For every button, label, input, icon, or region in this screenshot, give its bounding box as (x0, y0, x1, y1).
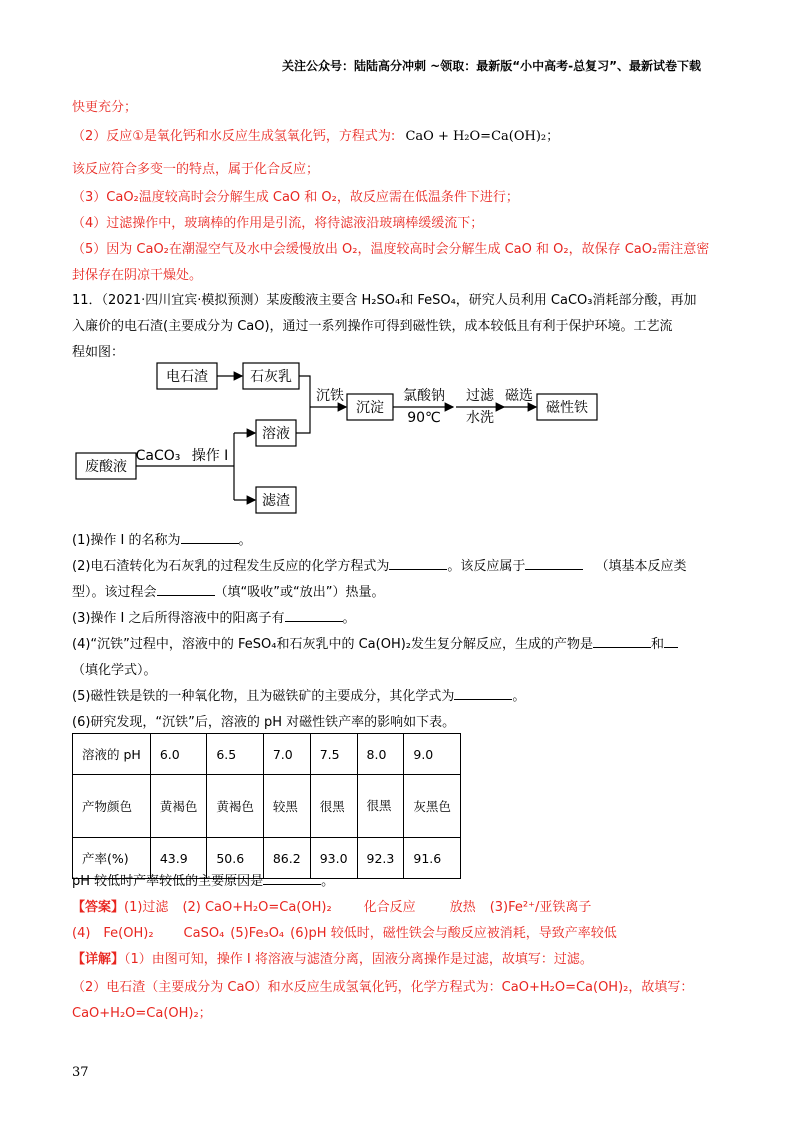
label-chendian: 沉淀 (356, 400, 384, 416)
label-chentie: 沉铁 (316, 388, 344, 404)
table-cell: 产物颜色 (73, 775, 151, 838)
subquestion-text: (3)操作 I 之后所得溶液中的阳离子有 (72, 611, 285, 626)
answer-blank[interactable] (263, 871, 321, 885)
answer-text: (3)Fe²⁺/亚铁离子 (489, 900, 592, 915)
answer-text: CaSO₄ (183, 926, 225, 941)
table-cell: 产率(%) (73, 838, 151, 879)
ph-yield-table (72, 733, 461, 879)
subquestion-text: 型）。该过程会 (72, 585, 157, 600)
label-rongye: 溶液 (262, 426, 290, 442)
label-guolv: 过滤 (466, 388, 494, 404)
subquestion-text: (1)操作 I 的名称为 (72, 533, 181, 548)
question-stem: 11．（2021·四川宜宾·模拟预测）某废酸液主要含 H₂SO₄和 FeSO₄，研究人员利用 CaCO₃消耗部分酸，再加 (72, 293, 697, 308)
answer-blank[interactable] (593, 634, 651, 648)
subquestion-text: (4)“沉铁”过程中，溶液中的 FeSO₄和石灰乳中的 Ca(OH)₂发生复分解反应，生成的产物是 (72, 637, 594, 652)
table-cell: 黄褐色 (207, 775, 264, 838)
subquestion-text: (2)电石渣转化为石灰乳的过程发生反应的化学方程式为 (72, 559, 390, 574)
table-cell: 6.5 (207, 734, 264, 775)
answer-line (72, 896, 591, 915)
table-cell: 很黑 (310, 775, 357, 838)
detail-text: （1）由图可知，操作 I 将溶液与滤渣分离，固液分离操作是过滤，故填写：过滤。 (124, 952, 593, 967)
connector (296, 376, 310, 433)
subquestion-6-tail (72, 870, 334, 889)
subquestion-text: （填“吸收”或“放出”）热量。 (214, 585, 385, 600)
answer-line-text: （2）反应①是氧化钙和水反应生成氢氧化钙，方程式为: (72, 129, 396, 144)
label-lvzha: 滤渣 (262, 493, 290, 509)
detail-line (72, 948, 593, 967)
table-cell: 43.9 (150, 838, 207, 879)
answer-blank[interactable] (285, 608, 343, 622)
chemical-equation: CaO + H₂O=Ca(OH)₂； (405, 129, 560, 144)
table-cell: 8.0 (357, 734, 404, 775)
detail-tag: 【详解】 (72, 952, 125, 967)
table-cell: 7.0 (263, 734, 310, 775)
subquestion-2-cont (72, 581, 384, 600)
answer-text: (6)pH 较低时，磁性铁会与酸反应被消耗，导致产率较低 (290, 926, 617, 941)
label-shihuiru: 石灰乳 (250, 369, 292, 385)
table-cell: 50.6 (207, 838, 264, 879)
subquestion-text: 。 (321, 874, 335, 889)
answer-line: 封保存在阴凉干燥处。 (72, 268, 203, 283)
answer-text: (5)Fe₃O₄ (230, 926, 285, 941)
subquestion-text: 。 (342, 611, 356, 626)
subquestion-1 (72, 529, 252, 548)
subquestion-text: 。 (238, 533, 252, 548)
table-cell: 91.6 (404, 838, 461, 879)
label-caozuo: 操作 I (191, 448, 229, 464)
question-stem: 程如图： (72, 345, 125, 360)
subquestion-text: (5)磁性铁是铁的一种氧化物，且为磁铁矿的主要成分，其化学式为 (72, 689, 455, 704)
subquestion-4 (72, 633, 678, 652)
label-cixingtie: 磁性铁 (546, 400, 588, 416)
table-row (73, 734, 461, 775)
answer-blank[interactable] (664, 634, 678, 648)
answer-text: (1)过滤 (124, 900, 169, 915)
answer-blank[interactable] (181, 530, 239, 544)
label-dianshizha: 电石渣 (166, 369, 208, 385)
answer-text: 化合反应 (363, 900, 416, 915)
subquestion-5 (72, 685, 525, 704)
label-caco3: CaCO₃ (135, 448, 181, 464)
table-cell: 较黑 (263, 775, 310, 838)
subquestion-text: 和 (651, 637, 665, 652)
label-cixuan: 磁选 (505, 388, 533, 404)
answer-line (72, 922, 617, 941)
subquestion-6: (6)研究发现，“沉铁”后，溶液的 pH 对磁性铁产率的影响如下表。 (72, 715, 456, 730)
detail-line: CaO+H₂O=Ca(OH)₂； (72, 1006, 212, 1021)
label-feisuanye: 废酸液 (85, 459, 127, 475)
subquestion-2 (72, 555, 686, 574)
answer-line: （4）过滤操作中，玻璃棒的作用是引流，将待滤液沿玻璃棒缓缓流下； (72, 216, 484, 231)
table-cell: 93.0 (310, 838, 357, 879)
table-cell: 溶液的 pH (73, 734, 151, 775)
question-stem: 入廉价的电石渣(主要成分为 CaO)，通过一系列操作可得到磁性铁，成本较低且有利于保护环境。工艺流 (72, 319, 673, 334)
table-cell: 92.3 (357, 838, 404, 879)
table-cell: 7.5 (310, 734, 357, 775)
table-cell: 很黑 (357, 775, 404, 838)
label-shuixi: 水洗 (466, 410, 494, 426)
table-cell: 黄褐色 (150, 775, 207, 838)
table-cell: 9.0 (404, 734, 461, 775)
answer-blank[interactable] (525, 556, 583, 570)
subquestion-text: 。该反应属于 (447, 559, 526, 574)
table-cell: 灰黑色 (404, 775, 461, 838)
answer-blank[interactable] (157, 582, 215, 596)
answer-text: (2) CaO+H₂O=Ca(OH)₂ (182, 900, 332, 915)
table-row (73, 775, 461, 838)
label-temp: 90℃ (407, 410, 441, 426)
table-cell: 86.2 (263, 838, 310, 879)
answer-blank[interactable] (454, 686, 512, 700)
answer-line: （5）因为 CaO₂在潮湿空气及水中会缓慢放出 O₂，温度较高时会分解生成 CaO 和 O₂，故保存 CaO₂需注意密 (72, 242, 710, 257)
detail-line: （2）电石渣（主要成分为 CaO）和水反应生成氢氧化钙，化学方程式为：CaO+H₂O=Ca(OH)₂，故填写： (72, 980, 694, 995)
answer-tag: 【答案】 (72, 900, 125, 915)
label-yangsuanna: 氯酸钠 (403, 388, 445, 404)
table-cell: 6.0 (150, 734, 207, 775)
subquestion-4-cont: （填化学式）。 (72, 663, 157, 678)
subquestion-3 (72, 607, 356, 626)
process-flow-diagram (0, 0, 800, 530)
answer-blank[interactable] (389, 556, 447, 570)
subquestion-text: （填基本反应类 (595, 559, 687, 574)
answer-text: 放热 (449, 900, 476, 915)
subquestion-text: 。 (512, 689, 526, 704)
answer-line: 快更充分； (72, 100, 138, 115)
answer-line: 该反应符合多变一的特点，属于化合反应； (72, 162, 320, 177)
subquestion-text: pH 较低时产率较低的主要原因是 (72, 874, 264, 889)
page-header: 关注公众号：陆陆高分冲刺 ~领取：最新版“小中高考-总复习”、最新试卷下载 (282, 59, 701, 73)
page-number: 37 (72, 1065, 89, 1080)
answer-line: （3）CaO₂温度较高时会分解生成 CaO 和 O₂，故反应需在低温条件下进行； (72, 190, 519, 205)
answer-text: (4) Fe(OH)₂ (72, 926, 154, 941)
